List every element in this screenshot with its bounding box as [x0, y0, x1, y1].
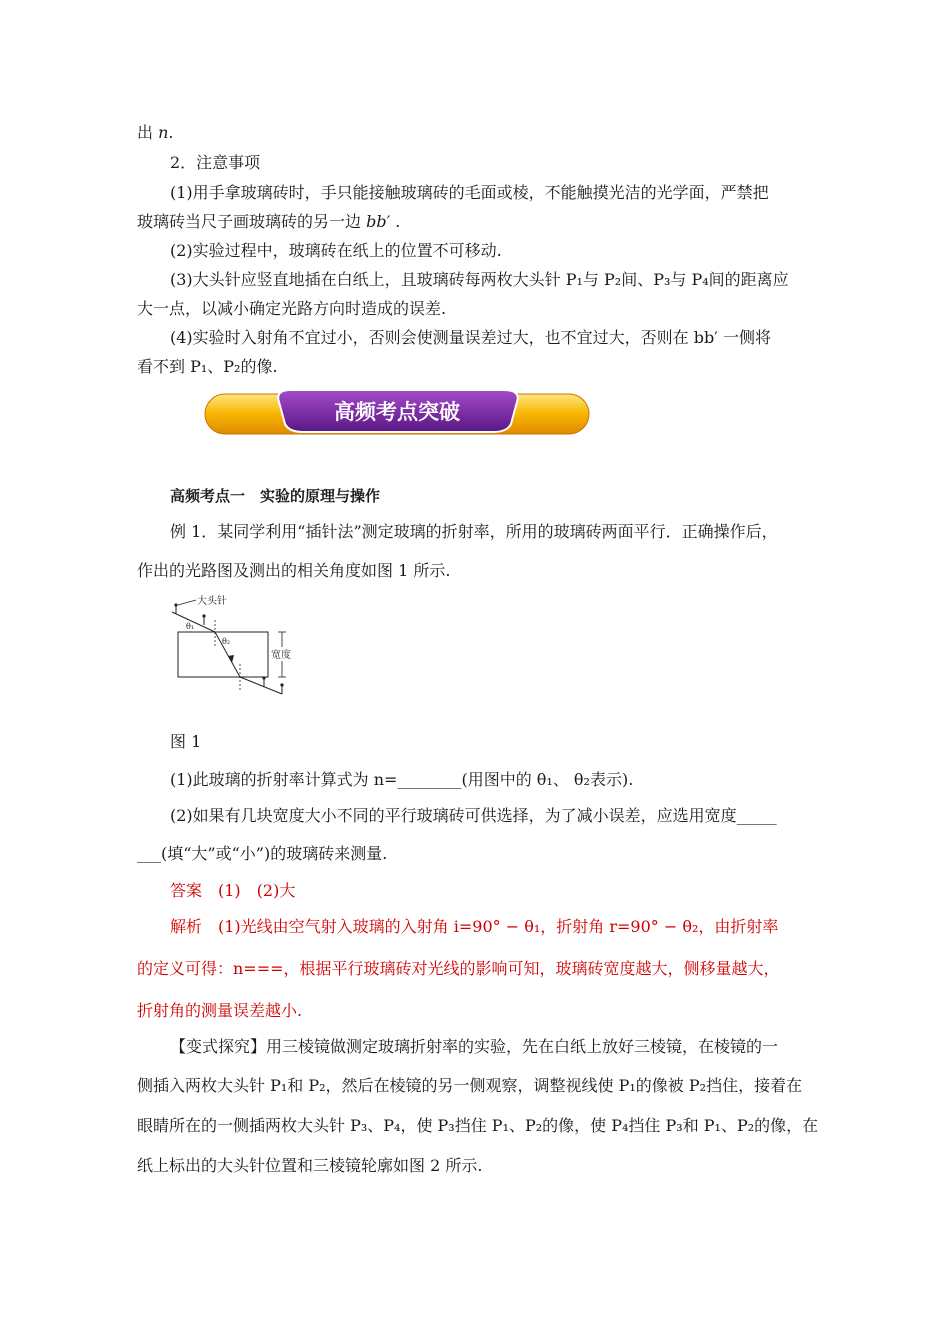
explanation-line: 的定义可得：n===，根据平行玻璃砖对光线的影响可知，玻璃砖宽度越大，侧移量越大， — [137, 959, 780, 978]
text-line: (3)大头针应竖直地插在白纸上，且玻璃砖每两枚大头针 P₁与 P₂间、P₃与 P₄间的距离应 — [170, 270, 789, 289]
figure-caption: 图 1 — [170, 732, 202, 751]
explanation-line: 折射角的测量误差越小. — [137, 1001, 303, 1020]
theta2-label: θ₂ — [222, 637, 231, 646]
section-banner — [203, 388, 591, 436]
text-line: 作出的光路图及测出的相关角度如图 1 所示. — [137, 561, 451, 580]
answer-line: 答案 (1) (2)大 — [170, 881, 296, 900]
variant-line: 【变式探究】用三棱镜做测定玻璃折射率的实验，先在白纸上放好三棱镜，在棱镜的一 — [170, 1037, 779, 1056]
exit-ray — [240, 677, 282, 694]
text-line: 玻璃砖当尺子画玻璃砖的另一边 bb′ . — [137, 212, 401, 231]
question-2: (2)如果有几块宽度大小不同的平行玻璃砖可供选择，为了减小误差，应选用宽度_____ — [170, 806, 777, 825]
banner-title: 高频考点突破 — [334, 400, 460, 424]
pin-icon — [174, 603, 177, 614]
question-2-cont: ___(填“大”或“小”)的玻璃砖来测量. — [137, 844, 388, 863]
pin-icon — [280, 683, 283, 694]
section-heading: 高频考点一 实验的原理与操作 — [170, 487, 381, 505]
text-line: (4)实验时入射角不宜过小，否则会使测量误差过大，也不宜过大，否则在 bb′ 一侧将 — [170, 328, 771, 347]
variant-line: 眼睛所在的一侧插两枚大头针 P₃、P₄，使 P₃挡住 P₁、P₂的像，使 P₄挡住 P₃和 P₁、P₂的像，在 — [137, 1116, 819, 1135]
variant-line: 纸上标出的大头针位置和三棱镜轮廓如图 2 所示. — [137, 1156, 483, 1175]
text-line: 出 n. — [137, 123, 174, 142]
subheading-notes: 2．注意事项 — [170, 153, 261, 172]
width-label: 宽度 — [271, 650, 291, 661]
text-line: 大一点，以减小确定光路方向时造成的误差. — [137, 299, 447, 318]
theta1-label: θ₁ — [186, 622, 195, 631]
text-line: 例 1．某同学利用“插针法”测定玻璃的折射率，所用的玻璃砖两面平行．正确操作后， — [170, 522, 778, 541]
pin-icon — [202, 614, 205, 625]
figure-1-diagram — [170, 592, 310, 702]
pin-leader — [178, 600, 196, 605]
text-line: (2)实验过程中，玻璃砖在纸上的位置不可移动. — [170, 241, 502, 260]
question-1: (1)此玻璃的折射率计算式为 n=________(用图中的 θ₁、 θ₂表示). — [170, 770, 634, 789]
pin-icon — [262, 676, 265, 687]
pin-label: 大头针 — [197, 596, 227, 607]
text-line: 看不到 P₁、P₂的像. — [137, 357, 278, 376]
explanation-line: 解析 (1)光线由空气射入玻璃的入射角 i=90° − θ₁，折射角 r=90° − θ₂，由折射率 — [170, 917, 779, 936]
text-line: (1)用手拿玻璃砖时，手只能接触玻璃砖的毛面或棱，不能触摸光洁的光学面，严禁把 — [170, 183, 769, 202]
variant-line: 侧插入两枚大头针 P₁和 P₂，然后在棱镜的另一侧观察，调整视线使 P₁的像被 P₂挡住，接着在 — [137, 1076, 803, 1095]
